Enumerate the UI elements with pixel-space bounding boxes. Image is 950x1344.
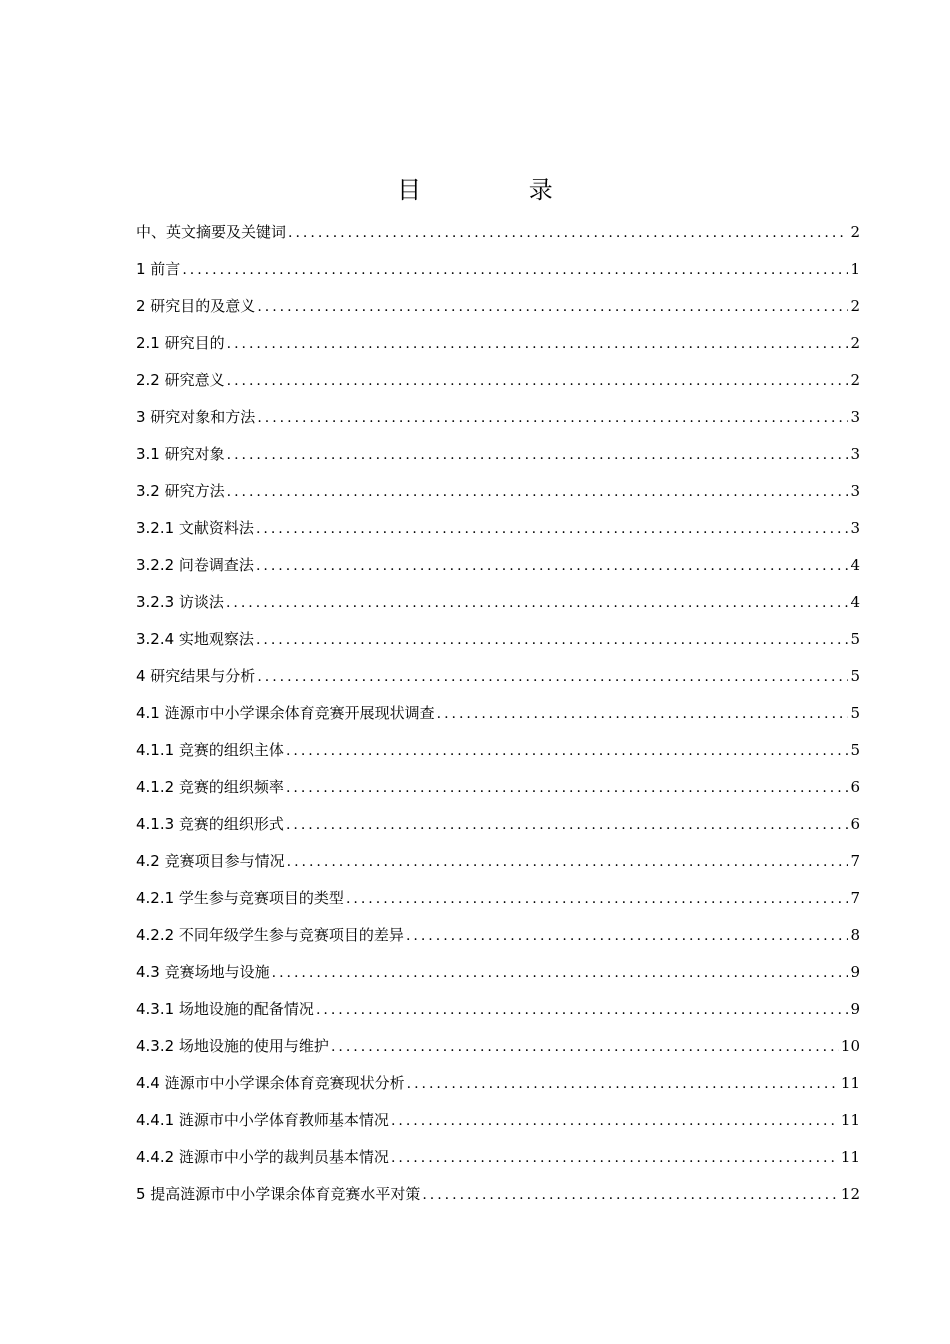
toc-entry-label: 4.4 涟源市中小学课余体育竞赛现状分析 [136, 1074, 405, 1092]
toc-entry-page-number: 6 [850, 815, 860, 833]
toc-entry-label: 1 前言 [136, 260, 181, 278]
toc-entry-label: 4.4.2 涟源市中小学的裁判员基本情况 [136, 1148, 389, 1166]
toc-entry[interactable] [136, 1102, 860, 1139]
toc-entry-page-number: 12 [840, 1185, 860, 1203]
toc-entry-label: 4.2 竞赛项目参与情况 [136, 852, 285, 870]
toc-entry-page-number: 6 [850, 778, 860, 796]
toc-entry[interactable] [136, 362, 860, 399]
toc-dot-leader [288, 215, 848, 252]
toc-entry[interactable] [136, 214, 860, 251]
toc-entry[interactable] [136, 732, 860, 769]
toc-dot-leader [346, 881, 849, 918]
toc-entry-page-number: 11 [840, 1074, 860, 1092]
toc-entry-page-number: 9 [850, 1000, 860, 1018]
table-of-contents [136, 214, 860, 1213]
toc-dot-leader [286, 733, 849, 770]
toc-entry[interactable] [136, 584, 860, 621]
toc-entry[interactable] [136, 658, 860, 695]
toc-entry[interactable] [136, 1028, 860, 1065]
toc-dot-leader [257, 289, 848, 326]
toc-entry-page-number: 3 [850, 519, 860, 537]
toc-entry-label: 5 提高涟源市中小学课余体育竞赛水平对策 [136, 1185, 421, 1203]
toc-entry-page-number: 11 [840, 1111, 860, 1129]
toc-dot-leader [331, 1029, 839, 1066]
toc-entry-page-number: 7 [850, 889, 860, 907]
toc-dot-leader [272, 955, 849, 992]
toc-entry-page-number: 1 [850, 260, 860, 278]
toc-entry-label: 4.4.1 涟源市中小学体育教师基本情况 [136, 1111, 389, 1129]
toc-entry-label: 3.2.2 问卷调查法 [136, 556, 254, 574]
toc-entry-page-number: 5 [850, 630, 860, 648]
toc-dot-leader [256, 511, 849, 548]
toc-entry[interactable] [136, 806, 860, 843]
toc-entry[interactable] [136, 880, 860, 917]
toc-dot-leader [316, 992, 849, 1029]
toc-entry-label: 4.1.3 竞赛的组织形式 [136, 815, 284, 833]
toc-entry-page-number: 8 [850, 926, 860, 944]
toc-dot-leader [391, 1103, 839, 1140]
toc-entry[interactable] [136, 251, 860, 288]
toc-dot-leader [406, 918, 849, 955]
toc-entry[interactable] [136, 473, 860, 510]
toc-entry-label: 中、英文摘要及关键词 [136, 223, 287, 241]
toc-entry[interactable] [136, 436, 860, 473]
toc-entry[interactable] [136, 1139, 860, 1176]
toc-entry[interactable] [136, 325, 860, 362]
toc-entry-page-number: 7 [850, 852, 860, 870]
toc-dot-leader [437, 696, 849, 733]
toc-entry-label: 3.1 研究对象 [136, 445, 225, 463]
toc-dot-leader [227, 474, 849, 511]
toc-entry[interactable] [136, 510, 860, 547]
toc-entry-label: 3 研究对象和方法 [136, 408, 256, 426]
toc-entry[interactable] [136, 843, 860, 880]
toc-entry[interactable] [136, 621, 860, 658]
toc-entry-label: 4.3.2 场地设施的使用与维护 [136, 1037, 329, 1055]
toc-entry-label: 2.1 研究目的 [136, 334, 225, 352]
toc-title: 目 录 [397, 176, 603, 204]
toc-entry[interactable] [136, 695, 860, 732]
toc-entry[interactable] [136, 399, 860, 436]
toc-entry-page-number: 2 [850, 297, 860, 315]
toc-dot-leader [391, 1140, 839, 1177]
toc-entry-page-number: 3 [850, 482, 860, 500]
toc-dot-leader [257, 400, 848, 437]
toc-entry-label: 2 研究目的及意义 [136, 297, 256, 315]
toc-dot-leader [256, 622, 849, 659]
toc-entry[interactable] [136, 769, 860, 806]
toc-dot-leader [422, 1177, 839, 1214]
toc-dot-leader [227, 326, 849, 363]
toc-dot-leader [257, 659, 848, 696]
toc-entry-label: 4.3 竞赛场地与设施 [136, 963, 270, 981]
toc-entry-page-number: 4 [850, 593, 860, 611]
toc-entry[interactable] [136, 1065, 860, 1102]
toc-dot-leader [286, 807, 849, 844]
toc-entry-page-number: 2 [850, 371, 860, 389]
toc-entry-page-number: 2 [850, 223, 860, 241]
toc-entry-page-number: 3 [850, 408, 860, 426]
toc-dot-leader [286, 770, 849, 807]
toc-entry-label: 4.3.1 场地设施的配备情况 [136, 1000, 314, 1018]
toc-dot-leader [287, 844, 849, 881]
toc-entry-page-number: 5 [850, 741, 860, 759]
toc-dot-leader [182, 252, 848, 289]
toc-entry-page-number: 4 [850, 556, 860, 574]
toc-entry[interactable] [136, 547, 860, 584]
toc-entry-page-number: 11 [840, 1148, 860, 1166]
toc-entry[interactable] [136, 954, 860, 991]
toc-dot-leader [256, 548, 849, 585]
toc-entry[interactable] [136, 288, 860, 325]
toc-entry-label: 4.1.1 竞赛的组织主体 [136, 741, 284, 759]
toc-entry-label: 3.2.1 文献资料法 [136, 519, 254, 537]
toc-entry-label: 4.1 涟源市中小学课余体育竞赛开展现状调查 [136, 704, 435, 722]
toc-entry[interactable] [136, 1176, 860, 1213]
toc-entry-label: 3.2.3 访谈法 [136, 593, 224, 611]
toc-dot-leader [227, 363, 849, 400]
toc-entry-label: 4.2.1 学生参与竞赛项目的类型 [136, 889, 344, 907]
toc-dot-leader [227, 437, 849, 474]
toc-entry-label: 4 研究结果与分析 [136, 667, 256, 685]
toc-entry-page-number: 2 [850, 334, 860, 352]
toc-entry-page-number: 9 [850, 963, 860, 981]
toc-entry-label: 2.2 研究意义 [136, 371, 225, 389]
toc-entry-page-number: 10 [840, 1037, 860, 1055]
toc-dot-leader [407, 1066, 839, 1103]
toc-entry[interactable] [136, 917, 860, 954]
toc-entry-label: 3.2 研究方法 [136, 482, 225, 500]
toc-entry-page-number: 5 [850, 667, 860, 685]
toc-dot-leader [226, 585, 849, 622]
toc-entry-label: 4.2.2 不同年级学生参与竞赛项目的差异 [136, 926, 404, 944]
toc-entry-page-number: 3 [850, 445, 860, 463]
toc-entry[interactable] [136, 991, 860, 1028]
toc-entry-label: 4.1.2 竞赛的组织频率 [136, 778, 284, 796]
toc-entry-page-number: 5 [850, 704, 860, 722]
toc-entry-label: 3.2.4 实地观察法 [136, 630, 254, 648]
